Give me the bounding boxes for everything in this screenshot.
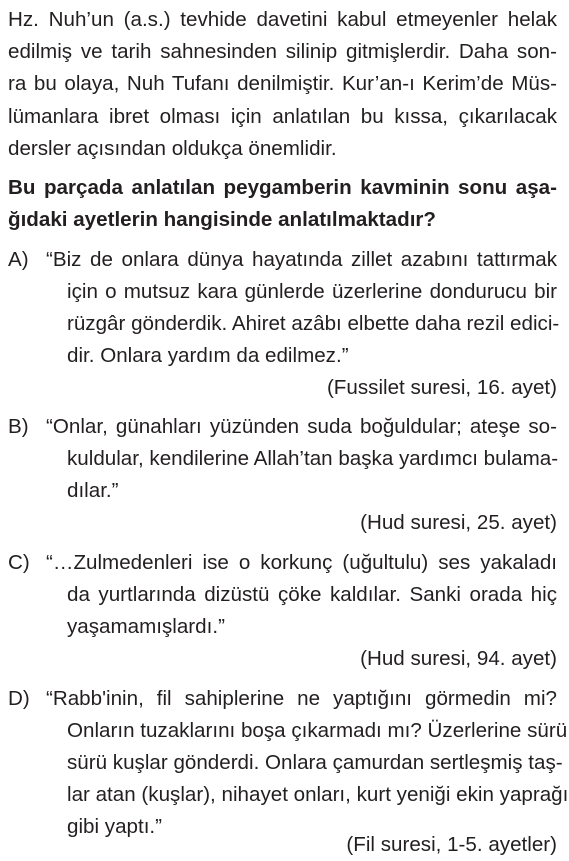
passage-line: lümanlara ibret olması için anlatılan bu kıssa, çıkarılacak <box>8 105 557 128</box>
option-d-source: (Fil suresi, 1-5. ayetler) <box>346 833 557 856</box>
option-d-line: gibi yaptı.” <box>67 815 163 838</box>
option-a-line: dir. Onlara yardım da edilmez.” <box>67 344 349 367</box>
option-c-line: yaşamamışlardı.” <box>67 615 225 638</box>
question-line: Bu parçada anlatılan peygamberin kavminin sonu aşa- <box>8 176 557 199</box>
option-c-line: da yurtlarında dizüstü çöke kaldılar. Sanki orada hiç <box>67 583 557 606</box>
option-d-line: “Rabb'inin, fil sahiplerine ne yaptığını görmedin mi? <box>46 687 557 710</box>
passage-line: edilmiş ve tarih sahnesinden silinip gitmişlerdir. Daha son- <box>8 40 557 63</box>
option-b-source: (Hud suresi, 25. ayet) <box>360 511 557 534</box>
question-line: ğıdaki ayetlerin hangisinde anlatılmaktadır? <box>8 208 437 231</box>
passage-line: ra bu olaya, Nuh Tufanı denilmiştir. Kur’an-ı Kerim’de Müs- <box>8 72 557 95</box>
option-a-line: için o mutsuz kara günlerde üzerlerine dondurucu bir <box>67 280 557 303</box>
option-b-line: dılar.” <box>67 479 119 502</box>
passage-line: Hz. Nuh’un (a.s.) tevhide davetini kabul etmeyenler helak <box>8 8 557 31</box>
option-letter-d: D) <box>8 687 30 710</box>
option-c-source: (Hud suresi, 94. ayet) <box>360 647 557 670</box>
option-b-line: kuldular, kendilerine Allah’tan başka yardımcı bulama- <box>67 447 559 470</box>
option-d-line: lar atan (kuşlar), nihayet onları, kurt yeniği ekin yaprağı <box>67 783 569 806</box>
option-c-line: “…Zulmedenleri ise o korkunç (uğultulu) ses yakaladı <box>46 551 557 574</box>
option-b-line: “Onlar, günahları yüzünden suda boğuldular; ateşe so- <box>46 415 557 438</box>
option-letter-c: C) <box>8 551 30 574</box>
passage-line: dersler açısından oldukça önemlidir. <box>8 137 337 160</box>
option-d-line: sürü kuşlar gönderdi. Onlara çamurdan sertleşmiş taş- <box>67 751 563 774</box>
option-d-line: Onların tuzaklarını boşa çıkarmadı mı? Üzerlerine sürü <box>67 719 568 742</box>
option-a-line: “Biz de onlara dünya hayatında zillet azabını tattırmak <box>46 248 557 271</box>
option-a-line: rüzgâr gönderdik. Ahiret azâbı elbette daha rezil edici- <box>67 312 560 335</box>
option-letter-a: A) <box>8 248 29 271</box>
option-letter-b: B) <box>8 415 29 438</box>
option-a-source: (Fussilet suresi, 16. ayet) <box>326 376 557 399</box>
